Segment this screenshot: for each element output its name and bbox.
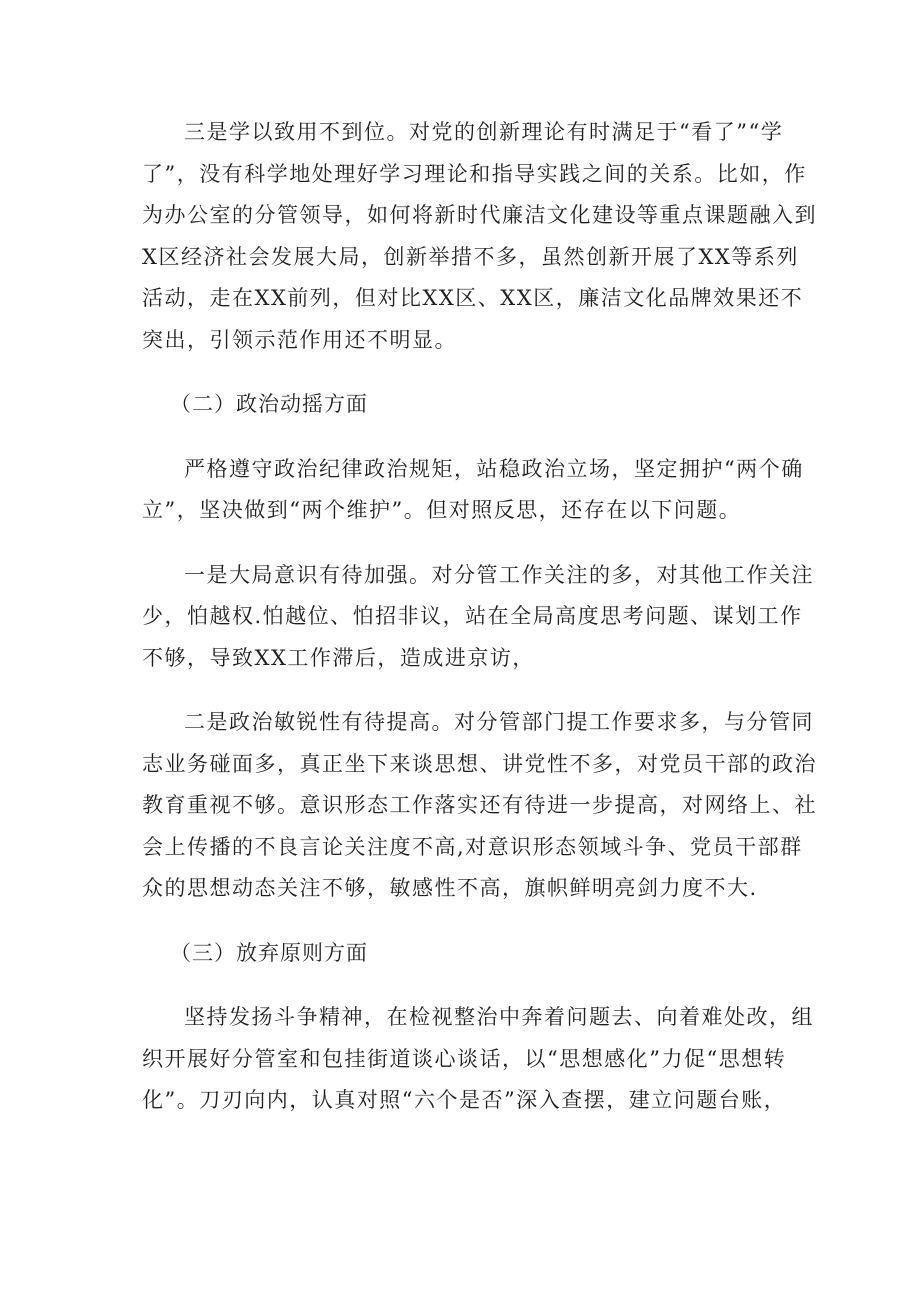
text-line: X区经济社会发展大局，创新举措不多，虽然创新开展了XX等系列 [142,244,799,269]
text-line: 严格遵守政治纪律政治规矩，站稳政治立场，坚定拥护“两个确 [184,456,804,481]
text-line: 志业务碰面多，真正坐下来谈思想、讲党性不多，对党员干部的政治 [142,751,817,776]
section-heading-political-wavering: （二）政治动摇方面 [170,392,368,416]
text-line: 不够，导致XX工作滞后，造成进京访， [142,645,535,670]
text-line: 众的思想动态关注不够，敏感性不高，旗帜鲜明亮剑力度不大. [142,876,758,900]
paragraph-study-application [142,112,817,361]
text-line: 三是学以致用不到位。对党的创新理论有时满足于“看了”“学 [184,120,784,144]
text-line: 立”，坚决做到“两个维护”。但对照反思，还存在以下问题。 [142,498,742,522]
section-heading-abandon-principles: （三）放弃原则方面 [170,940,368,965]
paragraph-overall-awareness [142,555,814,680]
text-line: 化”。刀刃向内，认真对照“六个是否”深入查摆，建立问题台账， [142,1088,787,1112]
text-line: 活动，走在XX前列，但对比XX区、XX区，廉洁文化品牌效果还不 [142,286,804,310]
paragraph-political-sensitivity [142,702,817,910]
paragraph-struggle-spirit [142,997,814,1122]
text-line: 突出，引领示范作用还不明显。 [142,327,457,352]
text-line: 会上传播的不良言论关注度不高,对意识形态领域斗争、党员干部群 [142,834,803,859]
text-line: 为办公室的分管领导，如何将新时代廉洁文化建设等重点课题融入到 [142,203,817,227]
text-line: 二是政治敏锐性有待提高。对分管部门提工作要求多，与分管同 [184,710,814,734]
text-line: 教育重视不够。意识形态工作落实还有待进一步提高，对网络上、社 [142,793,817,817]
text-line: 一是大局意识有待加强。对分管工作关注的多，对其他工作关注 [184,562,814,587]
text-line: 少，怕越权.怕越位、怕招非议，站在全局高度思考问题、谋划工作 [142,604,803,628]
document-body [142,112,817,1145]
text-line: 了”，没有科学地处理好学习理论和指导实践之间的关系。比如，作 [142,161,807,186]
text-line: 织开展好分管室和包挂街道谈心谈话，以“思想感化”力促“思想转 [142,1046,787,1071]
text-line: 坚持发扬斗争精神，在检视整治中奔着问题去、向着难处改，组 [184,1005,814,1029]
paragraph-political-discipline [142,449,804,532]
